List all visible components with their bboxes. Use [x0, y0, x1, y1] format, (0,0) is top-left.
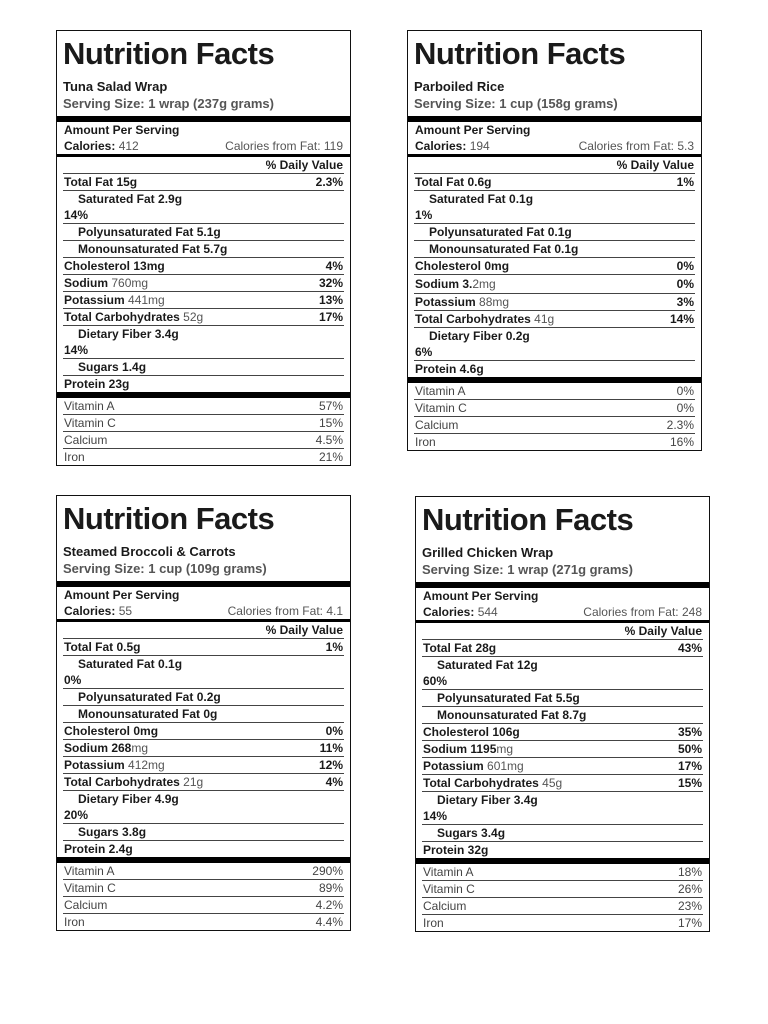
- label-title: Nutrition Facts: [422, 502, 634, 537]
- monounsaturated-fat-row: Monounsaturated Fat 0g: [63, 705, 344, 722]
- vitamin-row: Iron 21%: [64, 450, 343, 464]
- sodium-row: Sodium 760mg 32%: [64, 276, 343, 290]
- vitamin-row: Vitamin A 57%: [64, 399, 343, 413]
- vitamin-row: Vitamin A 290%: [64, 864, 343, 878]
- protein-row: Protein 23g: [63, 375, 344, 392]
- amount-per-serving-row: Amount Per Serving: [64, 588, 180, 602]
- cholesterol-row: Cholesterol 13mg 4%: [64, 259, 343, 273]
- carbohydrates-row: Total Carbohydrates 52g 17%: [64, 310, 343, 324]
- calories-row: Calories: 544 Calories from Fat: 248: [423, 605, 702, 619]
- vitamins-section: [63, 398, 344, 465]
- vitamin-row: Vitamin A 18%: [423, 865, 702, 879]
- saturated-fat-row: Saturated Fat 2.9g 14%: [63, 190, 344, 223]
- daily-value-header: % Daily Value: [265, 623, 343, 637]
- vitamin-row: Vitamin C 89%: [64, 881, 343, 895]
- vitamin-row: Iron 16%: [415, 435, 694, 449]
- daily-value-header: % Daily Value: [624, 624, 702, 638]
- total-fat-row: Total Fat 0.6g 1%: [415, 175, 694, 189]
- calories-row: Calories: 55 Calories from Fat: 4.1: [64, 604, 343, 618]
- total-fat-row: Total Fat 0.5g 1%: [64, 640, 343, 654]
- potassium-row: Potassium 441mg 13%: [64, 293, 343, 307]
- carbohydrates-row: Total Carbohydrates 45g 15%: [423, 776, 702, 790]
- cholesterol-row: Cholesterol 0mg 0%: [64, 724, 343, 738]
- sugars-row: Sugars 3.4g: [422, 824, 703, 841]
- sodium-row: Sodium 3.2mg 0%: [414, 274, 695, 293]
- polyunsaturated-fat-row: Polyunsaturated Fat 0.2g: [63, 688, 344, 705]
- vitamin-row: Calcium 4.5%: [64, 433, 343, 447]
- vitamin-row: Vitamin C 15%: [64, 416, 343, 430]
- sugars-row: Sugars 3.8g: [63, 823, 344, 840]
- calories-row: Calories: 412 Calories from Fat: 119: [64, 139, 343, 153]
- vitamins-section: [414, 383, 695, 450]
- total-fat-row: Total Fat 15g 2.3%: [64, 175, 343, 189]
- potassium-row: Potassium 88mg 3%: [415, 295, 694, 309]
- food-name: Steamed Broccoli & Carrots: [63, 544, 236, 559]
- potassium-row: Potassium 601mg 17%: [423, 759, 702, 773]
- saturated-fat-row: Saturated Fat 12g 60%: [422, 656, 703, 689]
- daily-value-header: % Daily Value: [265, 158, 343, 172]
- monounsaturated-fat-row: Monounsaturated Fat 8.7g: [422, 706, 703, 723]
- nutrition-label-grilled-chicken-wrap: [415, 496, 710, 932]
- protein-row: Protein 4.6g: [414, 360, 695, 377]
- monounsaturated-fat-row: Monounsaturated Fat 5.7g: [63, 240, 344, 257]
- vitamin-row: Calcium 4.2%: [64, 898, 343, 912]
- serving-size: Serving Size: 1 wrap (237g grams): [63, 96, 274, 111]
- saturated-fat-row: Saturated Fat 0.1g 0%: [63, 655, 344, 688]
- polyunsaturated-fat-row: Polyunsaturated Fat 5.1g: [63, 223, 344, 240]
- amount-per-serving-row: Amount Per Serving: [64, 123, 180, 137]
- cholesterol-row: Cholesterol 0mg 0%: [415, 259, 694, 273]
- dietary-fiber-row: Dietary Fiber 3.4g 14%: [63, 325, 344, 358]
- serving-size: Serving Size: 1 cup (158g grams): [414, 96, 618, 111]
- potassium-row: Potassium 412mg 12%: [64, 758, 343, 772]
- daily-value-header: % Daily Value: [616, 158, 694, 172]
- dietary-fiber-row: Dietary Fiber 3.4g 14%: [422, 791, 703, 824]
- cholesterol-row: Cholesterol 106g 35%: [423, 725, 702, 739]
- sodium-row: Sodium 1195mg 50%: [423, 742, 702, 756]
- amount-per-serving-row: Amount Per Serving: [423, 589, 539, 603]
- vitamins-section: [63, 863, 344, 930]
- calories-row: Calories: 194 Calories from Fat: 5.3: [415, 139, 694, 153]
- monounsaturated-fat-row: Monounsaturated Fat 0.1g: [414, 240, 695, 257]
- polyunsaturated-fat-row: Polyunsaturated Fat 5.5g: [422, 689, 703, 706]
- saturated-fat-row: Saturated Fat 0.1g 1%: [414, 190, 695, 223]
- vitamin-row: Iron 17%: [423, 916, 702, 930]
- food-name: Tuna Salad Wrap: [63, 79, 168, 94]
- amount-per-serving-row: Amount Per Serving: [415, 123, 531, 137]
- food-name: Grilled Chicken Wrap: [422, 545, 554, 560]
- protein-row: Protein 32g: [422, 841, 703, 858]
- nutrition-label-parboiled-rice: [407, 30, 702, 451]
- protein-row: Protein 2.4g: [63, 840, 344, 857]
- calories-from-fat: Calories from Fat: 4.1: [227, 604, 343, 618]
- vitamin-row: Vitamin A 0%: [415, 384, 694, 398]
- nutrition-label-tuna-salad-wrap: [56, 30, 351, 466]
- total-fat-row: Total Fat 28g 43%: [423, 641, 702, 655]
- carbohydrates-row: Total Carbohydrates 21g 4%: [64, 775, 343, 789]
- calories-from-fat: Calories from Fat: 248: [583, 605, 702, 619]
- label-title: Nutrition Facts: [414, 36, 626, 71]
- vitamin-row: Calcium 23%: [423, 899, 702, 913]
- vitamins-section: [422, 864, 703, 931]
- dietary-fiber-row: Dietary Fiber 4.9g 20%: [63, 790, 344, 823]
- serving-size: Serving Size: 1 wrap (271g grams): [422, 562, 633, 577]
- vitamin-row: Vitamin C 26%: [423, 882, 702, 896]
- sodium-row: Sodium 268mg 11%: [64, 741, 343, 755]
- polyunsaturated-fat-row: Polyunsaturated Fat 0.1g: [414, 223, 695, 240]
- calories-from-fat: Calories from Fat: 119: [225, 139, 343, 153]
- calories-from-fat: Calories from Fat: 5.3: [578, 139, 694, 153]
- serving-size: Serving Size: 1 cup (109g grams): [63, 561, 267, 576]
- food-name: Parboiled Rice: [414, 79, 505, 94]
- sugars-row: Sugars 1.4g: [63, 358, 344, 375]
- vitamin-row: Iron 4.4%: [64, 915, 343, 929]
- dietary-fiber-row: Dietary Fiber 0.2g 6%: [414, 327, 695, 360]
- label-title: Nutrition Facts: [63, 36, 275, 71]
- vitamin-row: Calcium 2.3%: [415, 418, 694, 432]
- carbohydrates-row: Total Carbohydrates 41g 14%: [415, 312, 694, 326]
- label-title: Nutrition Facts: [63, 501, 275, 536]
- nutrition-label-steamed-broccoli-carrots: [56, 495, 351, 931]
- vitamin-row: Vitamin C 0%: [415, 401, 694, 415]
